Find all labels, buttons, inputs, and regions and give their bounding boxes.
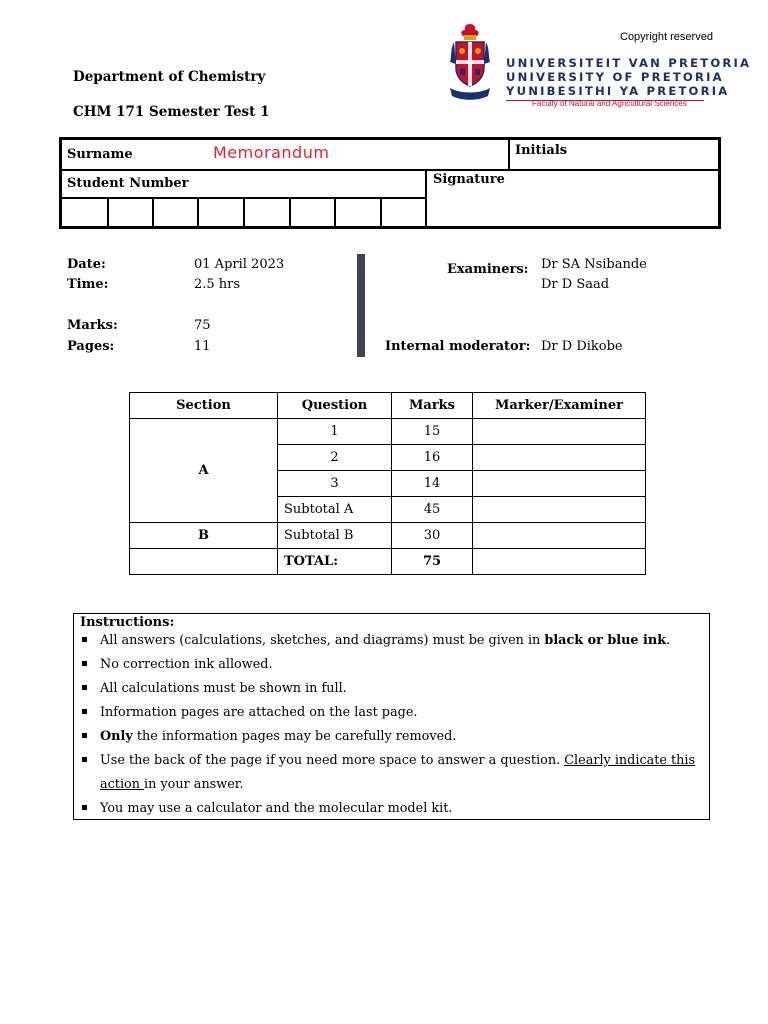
table-row bbox=[130, 549, 646, 575]
bullet-icon bbox=[82, 661, 87, 666]
list-item bbox=[82, 653, 702, 677]
marker-cell[interactable] bbox=[473, 523, 646, 549]
digit-box-divider bbox=[107, 197, 109, 226]
marker-cell[interactable] bbox=[473, 445, 646, 471]
faculty-name: Faculty of Natural and Agricultural Sciences bbox=[532, 99, 687, 108]
instruction-emphasis: Only bbox=[100, 729, 133, 744]
time-label: Time: bbox=[67, 277, 109, 292]
instruction-emphasis: black or blue ink bbox=[544, 633, 667, 648]
marks-table bbox=[129, 392, 646, 575]
examiner-1: Dr SA Nsibande bbox=[541, 257, 647, 272]
subtotal-b-marks: 30 bbox=[392, 523, 473, 549]
marker-cell[interactable] bbox=[473, 419, 646, 445]
empty-cell bbox=[130, 549, 278, 575]
list-item bbox=[82, 701, 702, 725]
marks-cell: 15 bbox=[392, 419, 473, 445]
divider bbox=[425, 169, 718, 171]
bullet-icon bbox=[82, 805, 87, 810]
instruction-text: the information pages may be carefully removed. bbox=[132, 729, 457, 744]
university-name-sepedi: YUNIBESITHI YA PRETORIA bbox=[506, 84, 730, 98]
examiner-2: Dr D Saad bbox=[541, 277, 610, 292]
subtotal-a-label: Subtotal A bbox=[278, 497, 392, 523]
instruction-text: Information pages are attached on the last page. bbox=[100, 705, 418, 720]
total-label: TOTAL: bbox=[278, 549, 392, 575]
copyright-notice: Copyright reserved bbox=[620, 31, 713, 43]
pages-value: 11 bbox=[194, 339, 211, 354]
bullet-icon bbox=[82, 757, 87, 762]
instruction-underline: Clearly indicate this action bbox=[100, 753, 696, 792]
internal-moderator-value: Dr D Dikobe bbox=[541, 339, 623, 354]
university-name-block bbox=[506, 56, 751, 98]
examiners-label: Examiners: bbox=[447, 262, 529, 277]
section-a-cell: A bbox=[130, 419, 278, 523]
digit-box-divider bbox=[197, 197, 199, 226]
marks-value: 75 bbox=[194, 318, 211, 333]
table-row bbox=[130, 523, 646, 549]
marks-cell: 14 bbox=[392, 471, 473, 497]
digit-box-divider bbox=[380, 197, 382, 226]
total-value: 75 bbox=[392, 549, 473, 575]
instructions-list bbox=[82, 629, 702, 821]
header-question: Question bbox=[278, 393, 392, 419]
marks-label: Marks: bbox=[67, 318, 118, 333]
marker-cell[interactable] bbox=[473, 549, 646, 575]
student-number-label: Student Number bbox=[67, 176, 189, 191]
list-item bbox=[82, 725, 702, 749]
time-value: 2.5 hrs bbox=[194, 277, 241, 292]
university-name-english: UNIVERSITY OF PRETORIA bbox=[506, 70, 724, 84]
marks-cell: 16 bbox=[392, 445, 473, 471]
internal-moderator-label: Internal moderator: bbox=[385, 339, 531, 354]
list-item bbox=[82, 677, 702, 701]
date-label: Date: bbox=[67, 257, 106, 272]
question-cell: 2 bbox=[278, 445, 392, 471]
bullet-icon bbox=[82, 709, 87, 714]
university-name-afrikaans: UNIVERSITEIT VAN PRETORIA bbox=[506, 56, 752, 70]
table-row bbox=[130, 419, 646, 445]
divider bbox=[425, 169, 427, 226]
subtotal-a-marks: 45 bbox=[392, 497, 473, 523]
department-name: Department of Chemistry bbox=[73, 69, 266, 85]
surname-field[interactable]: Memorandum bbox=[213, 143, 330, 162]
header-marks: Marks bbox=[392, 393, 473, 419]
bullet-icon bbox=[82, 637, 87, 642]
date-value: 01 April 2023 bbox=[194, 257, 285, 272]
list-item bbox=[82, 797, 702, 821]
instructions-box bbox=[73, 613, 710, 820]
instruction-text: All answers (calculations, sketches, and diagrams) must be given in bbox=[100, 633, 545, 648]
marker-cell[interactable] bbox=[473, 471, 646, 497]
list-item bbox=[82, 629, 702, 653]
instruction-text: You may use a calculator and the molecular model kit. bbox=[100, 801, 453, 816]
digit-box-divider bbox=[289, 197, 291, 226]
instruction-text: in your answer. bbox=[144, 777, 244, 792]
instructions-title: Instructions: bbox=[80, 615, 175, 630]
instruction-text: Use the back of the page if you need more space to answer a question. bbox=[100, 753, 565, 768]
question-cell: 3 bbox=[278, 471, 392, 497]
digit-box-divider bbox=[243, 197, 245, 226]
student-info-box bbox=[59, 137, 721, 229]
instruction-text: . bbox=[666, 633, 671, 648]
instruction-text: All calculations must be shown in full. bbox=[100, 681, 347, 696]
vertical-divider-bar bbox=[357, 254, 365, 357]
digit-box-divider bbox=[152, 197, 154, 226]
header-marker-examiner: Marker/Examiner bbox=[473, 393, 646, 419]
instruction-text: No correction ink allowed. bbox=[100, 657, 273, 672]
signature-label: Signature bbox=[433, 172, 505, 187]
question-cell: 1 bbox=[278, 419, 392, 445]
university-crest-logo bbox=[446, 22, 494, 102]
list-item bbox=[82, 749, 702, 797]
bullet-icon bbox=[82, 733, 87, 738]
table-header-row bbox=[130, 393, 646, 419]
surname-label: Surname bbox=[67, 147, 133, 162]
divider bbox=[508, 140, 510, 169]
bullet-icon bbox=[82, 685, 87, 690]
digit-box-divider bbox=[334, 197, 336, 226]
pages-label: Pages: bbox=[67, 339, 115, 354]
marker-cell[interactable] bbox=[473, 497, 646, 523]
test-name: CHM 171 Semester Test 1 bbox=[73, 104, 270, 120]
initials-label: Initials bbox=[515, 143, 568, 158]
header-section: Section bbox=[130, 393, 278, 419]
section-b-cell: B bbox=[130, 523, 278, 549]
subtotal-b-label: Subtotal B bbox=[278, 523, 392, 549]
